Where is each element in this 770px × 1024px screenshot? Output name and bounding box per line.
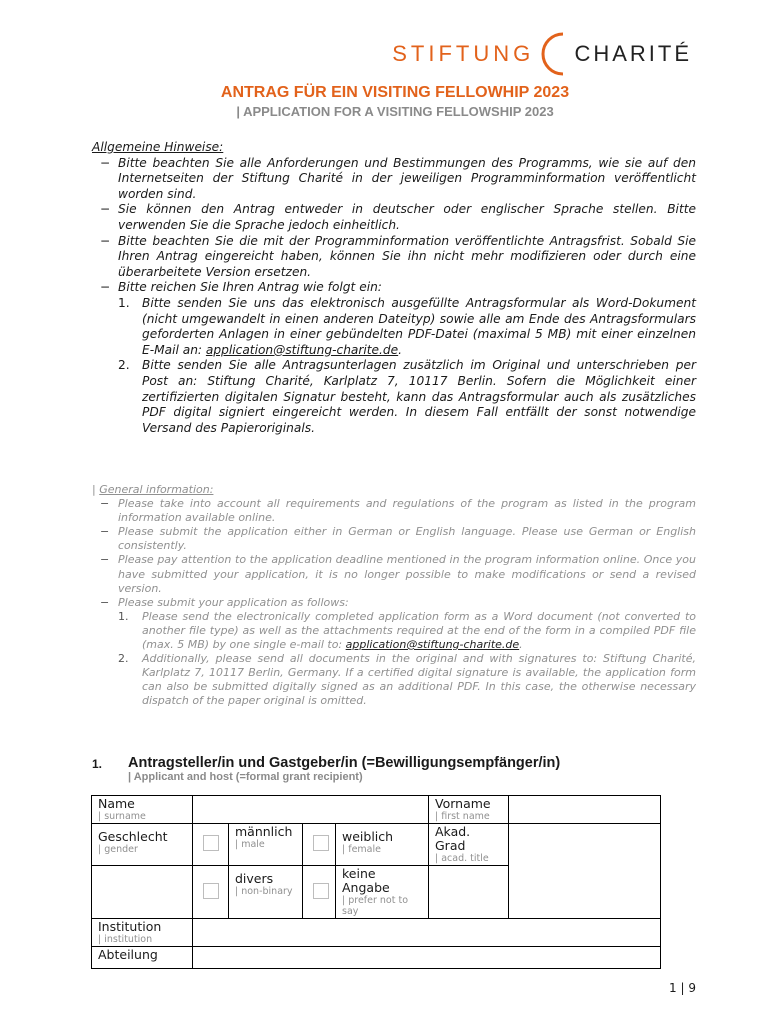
notes-step	[118, 296, 696, 358]
name-label: Name	[98, 796, 135, 811]
institution-label: Institution	[98, 919, 162, 934]
divers-sublabel: | non-binary	[235, 886, 293, 897]
keine-label-cell	[336, 866, 429, 919]
section-subtitle: | Applicant and host (=formal grant recipient)	[128, 771, 363, 783]
notes-bullet: − Sie können den Antrag entweder in deutscher oder englischer Sprache stellen. Bitte verwenden Sie die Sprache jedoch einheitlich.	[92, 202, 696, 233]
notes-bullet: − Please submit the application either in German or English language. Please use German or English consistently.	[92, 525, 696, 553]
step-number: 1.	[118, 295, 130, 310]
notes-bullet: − Bitte reichen Sie Ihren Antrag wie folgt ein:	[92, 280, 696, 296]
step-number: 1.	[118, 609, 129, 623]
gender-sublabel: | gender	[98, 844, 138, 855]
page-title: ANTRAG FÜR EIN VISITING FELLOWHIP 2023	[220, 84, 570, 101]
female-checkbox[interactable]	[313, 835, 329, 851]
stiftung-charite-logo	[392, 30, 692, 78]
notes-step	[118, 610, 696, 652]
page-number: 1 | 9	[669, 981, 696, 995]
female-sublabel: | female	[342, 844, 381, 855]
header-text: General information:	[99, 483, 214, 496]
name-label-cell	[92, 796, 193, 824]
step-text: Please send the electronically completed application form as a Word document (not converted to another file type) as well as the attachments required at the end of the form in a compiled PDF file (max. 5 MB) by one single e-mail to:	[142, 609, 696, 652]
name-sublabel: | surname	[98, 811, 146, 822]
vorname-sublabel: | first name	[435, 811, 490, 822]
step-number: 2.	[118, 652, 129, 666]
vorname-label: Vorname	[435, 796, 491, 811]
divers-label-cell	[229, 866, 303, 919]
divers-checkbox[interactable]	[203, 883, 219, 899]
email-link[interactable]: application@stiftung-charite.de	[205, 342, 399, 357]
step-text: Additionally, please send all documents in the original and with signatures to: Stiftung Charité, Karlplatz 7, 10117 Berlin, Germany. If a certified digital signature is available, the application form can also be submitted digitally signed as an additional PDF. In this case, the otherwise necessary dispatch of the paper original is omitted.	[142, 652, 696, 708]
keine-label: keine Angabe	[342, 866, 390, 895]
keine-sublabel: | prefer not to say	[342, 895, 409, 917]
empty-cell	[92, 866, 193, 919]
step-text: Bitte senden Sie uns das elektronisch ausgefüllte Antragsformular als Word-Dokument (nicht umgewandelt in einen anderen Dateityp) sowie alle am Ende des Antragsformulars geforderten Anlagen in einer gebündelten PDF-Datei (maximal 5 MB) mit einer einzelnen E-Mail an:	[142, 295, 696, 357]
abteilung-label: Abteilung	[98, 947, 158, 962]
grad-input[interactable]	[509, 824, 661, 919]
keine-checkbox-cell	[303, 866, 336, 919]
general-notes-de	[92, 140, 696, 436]
notes-step	[118, 358, 696, 436]
header-prefix: |	[92, 483, 100, 496]
gender-label: Geschlecht	[98, 829, 168, 844]
logo-word-stiftung: STIFTUNG	[392, 41, 535, 66]
page-subtitle: | APPLICATION FOR A VISITING FELLOWSHIP 2023	[236, 104, 554, 119]
vorname-label-cell	[429, 796, 509, 824]
female-label: weiblich	[342, 829, 394, 844]
vorname-input[interactable]	[509, 796, 661, 824]
abteilung-label-cell	[92, 947, 193, 969]
email-link[interactable]: application@stiftung-charite.de	[345, 638, 520, 652]
female-label-cell	[336, 824, 429, 866]
notes-bullet: − Bitte beachten Sie die mit der Programminformation veröffentlichte Antragsfrist. Sobald Sie Ihren Antrag eingereicht haben, können Sie ihn nicht mehr modifizieren oder durch eine überarbeitete Version ersetzen.	[92, 234, 696, 281]
divers-label: divers	[235, 871, 274, 886]
male-label: männlich	[235, 824, 293, 839]
section-title: Antragsteller/in und Gastgeber/in (=Bewilligungsempfänger/in)	[128, 755, 561, 771]
grad-sublabel: | acad. title	[435, 853, 489, 864]
empty-cell	[429, 866, 509, 919]
institution-input[interactable]	[193, 919, 661, 947]
section-number: 1.	[92, 757, 103, 771]
female-checkbox-cell	[303, 824, 336, 866]
male-sublabel: | male	[235, 839, 265, 850]
general-notes-en	[92, 483, 696, 709]
applicant-form-table	[91, 795, 661, 969]
step-text: Bitte senden Sie alle Antragsunterlagen zusätzlich im Original und unterschrieben per Post an: Stiftung Charité, Karlplatz 7, 10117 Berlin. Sofern die Möglichkeit einer zertifizierten digitalen Signatur besteht, kann das Antragsformular auch als zusätzliches PDF digital signiert eingereicht werden. In diesem Fall entfällt der sonst notwendige Versand des Papieroriginals.	[142, 358, 696, 435]
male-checkbox[interactable]	[203, 835, 219, 851]
notes-header-en	[92, 483, 696, 497]
notes-header-de: Allgemeine Hinweise:	[92, 140, 224, 154]
logo-word-charite: CHARITÉ	[574, 41, 692, 66]
notes-bullet: − Please submit your application as follows:	[92, 596, 696, 610]
notes-step	[118, 652, 696, 708]
institution-label-cell	[92, 919, 193, 947]
male-checkbox-cell	[193, 824, 229, 866]
step-end: .	[398, 342, 403, 357]
notes-bullet: − Please pay attention to the application deadline mentioned in the program information online. Once you have submitted your application, it is no longer possible to make modifications or send a revised version.	[92, 553, 696, 595]
notes-bullet: − Please take into account all requirements and regulations of the program as listed in the program information available online.	[92, 497, 696, 525]
abteilung-input[interactable]	[193, 947, 661, 969]
grad-label: Akad. Grad	[435, 824, 471, 853]
institution-sublabel: | institution	[98, 934, 153, 945]
grad-label-cell	[429, 824, 509, 866]
keine-checkbox[interactable]	[313, 883, 329, 899]
step-number: 2.	[118, 358, 130, 373]
name-input[interactable]	[193, 796, 429, 824]
male-label-cell	[229, 824, 303, 866]
step-end: .	[519, 638, 523, 652]
gender-label-cell	[92, 824, 193, 866]
divers-checkbox-cell	[193, 866, 229, 919]
logo-bracket-icon	[539, 30, 569, 78]
notes-bullet: − Bitte beachten Sie alle Anforderungen und Bestimmungen des Programms, wie sie auf den Internetseiten der Stiftung Charité in der jeweiligen Programminformation veröffentlicht worden sind.	[92, 156, 696, 203]
